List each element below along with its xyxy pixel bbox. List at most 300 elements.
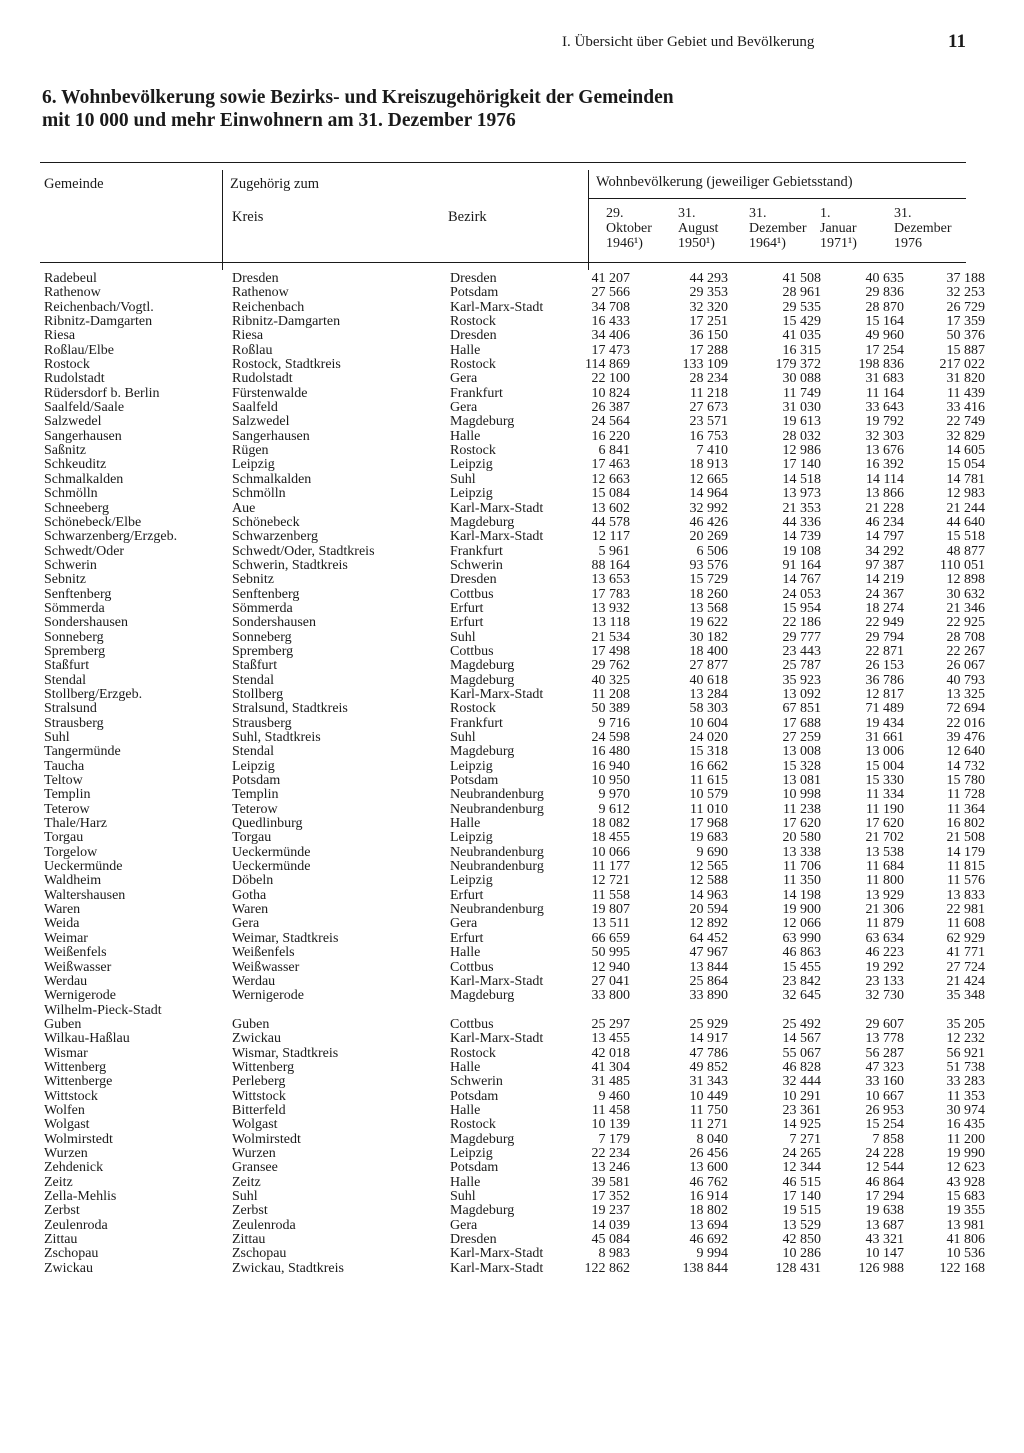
cell-population: 88 164 [591, 557, 630, 573]
cell-kreis: Staßfurt [232, 658, 278, 674]
cell-gemeinde: Teterow [44, 801, 90, 817]
cell-population: 32 829 [946, 428, 985, 444]
cell-bezirk: Potsdam [450, 1088, 499, 1104]
cell-population: 26 953 [865, 1102, 904, 1118]
cell-population: 28 708 [946, 629, 985, 645]
cell-population: 71 489 [865, 701, 904, 717]
cell-gemeinde: Weida [44, 916, 80, 932]
cell-population: 10 579 [689, 787, 728, 803]
cell-population: 16 315 [782, 342, 821, 358]
table-row [0, 846, 1024, 860]
cell-kreis: Wittenberg [232, 1059, 295, 1075]
cell-population: 10 147 [865, 1246, 904, 1262]
cell-kreis: Leipzig [232, 457, 275, 473]
cell-bezirk: Dresden [450, 572, 497, 588]
table-row [0, 1262, 1024, 1276]
table-row [0, 631, 1024, 645]
cell-population: 36 786 [865, 672, 904, 688]
cell-population: 41 771 [946, 945, 985, 961]
cell-population: 11 238 [783, 801, 821, 817]
cell-bezirk: Suhl [450, 629, 476, 645]
cell-bezirk: Halle [450, 945, 481, 961]
cell-bezirk: Rostock [450, 1117, 496, 1133]
cell-population: 110 051 [940, 557, 985, 573]
cell-population: 25 297 [591, 1016, 630, 1032]
cell-gemeinde: Wurzen [44, 1145, 88, 1161]
date-line: 1976 [894, 236, 922, 251]
cell-population: 217 022 [939, 357, 985, 373]
cell-population: 9 690 [696, 844, 728, 860]
cell-bezirk: Magdeburg [450, 414, 515, 430]
cell-population: 22 871 [865, 643, 904, 659]
cell-gemeinde: Sebnitz [44, 572, 86, 588]
cell-population: 32 253 [946, 285, 985, 301]
cell-gemeinde: Weißenfels [44, 945, 107, 961]
cell-bezirk: Magdeburg [450, 514, 515, 530]
cell-kreis: Werdau [232, 973, 276, 989]
cell-kreis: Perleberg [232, 1074, 286, 1090]
cell-population: 46 515 [782, 1174, 821, 1190]
cell-bezirk: Leipzig [450, 830, 493, 846]
cell-population: 12 940 [591, 959, 630, 975]
cell-gemeinde: Teltow [44, 773, 83, 789]
cell-bezirk: Erfurt [450, 887, 484, 903]
cell-population: 22 267 [946, 643, 985, 659]
table-row [0, 788, 1024, 802]
cell-population: 25 929 [689, 1016, 728, 1032]
cell-population: 12 640 [946, 744, 985, 760]
cell-population: 23 842 [782, 973, 821, 989]
cell-gemeinde: Waren [44, 902, 81, 918]
cell-population: 29 836 [865, 285, 904, 301]
cell-kreis: Dresden [232, 271, 279, 286]
cell-population: 14 781 [946, 471, 985, 487]
cell-kreis: Suhl [232, 1189, 258, 1204]
cell-population: 41 035 [782, 328, 821, 344]
cell-population: 45 084 [591, 1232, 630, 1248]
cell-population: 16 940 [591, 758, 630, 774]
cell-kreis: Zeitz [232, 1174, 261, 1190]
cell-kreis: Schmölln [232, 486, 286, 502]
cell-population: 126 988 [858, 1260, 904, 1276]
cell-population: 10 998 [782, 787, 821, 803]
cell-population: 27 673 [689, 400, 728, 416]
cell-population: 22 186 [782, 615, 821, 631]
page-number: 11 [948, 31, 966, 52]
cell-population: 49 852 [689, 1059, 728, 1075]
cell-population: 44 293 [689, 271, 728, 286]
cell-gemeinde: Zehdenick [44, 1160, 104, 1176]
table-row [0, 415, 1024, 429]
table-row [0, 430, 1024, 444]
cell-population: 114 869 [585, 357, 630, 373]
cell-bezirk: Magdeburg [450, 1203, 515, 1219]
cell-population: 10 667 [865, 1088, 904, 1104]
cell-kreis: Wolgast [232, 1117, 278, 1133]
table-row [0, 602, 1024, 616]
cell-population: 13 325 [946, 686, 985, 702]
cell-population: 11 190 [866, 801, 904, 817]
cell-population: 21 702 [865, 830, 904, 846]
cell-kreis: Senftenberg [232, 586, 300, 602]
cell-kreis: Fürstenwalde [232, 385, 308, 401]
table-row [0, 874, 1024, 888]
cell-population: 16 753 [689, 428, 728, 444]
cell-population: 27 724 [946, 959, 985, 975]
cell-population: 19 990 [946, 1145, 985, 1161]
cell-population: 40 635 [865, 271, 904, 286]
table-row [0, 301, 1024, 315]
cell-population: 44 336 [782, 514, 821, 530]
cell-population: 15 455 [782, 959, 821, 975]
cell-population: 50 389 [591, 701, 630, 717]
cell-population: 17 359 [946, 314, 985, 330]
cell-population: 17 498 [591, 643, 630, 659]
cell-population: 56 921 [946, 1045, 985, 1061]
cell-population: 13 694 [689, 1217, 728, 1233]
cell-population: 23 361 [782, 1102, 821, 1118]
cell-population: 46 223 [865, 945, 904, 961]
cell-gemeinde: Schwedt/Oder [44, 543, 125, 559]
cell-bezirk: Karl-Marx-Stadt [450, 1031, 544, 1047]
table-row [0, 516, 1024, 530]
cell-kreis: Saalfeld [232, 400, 278, 416]
cell-population: 14 767 [782, 572, 821, 588]
cell-kreis: Templin [232, 787, 279, 803]
cell-population: 13 118 [592, 615, 630, 631]
cell-gemeinde: Suhl [44, 730, 70, 745]
date-line: Januar [820, 221, 857, 236]
cell-population: 33 800 [591, 988, 630, 1004]
cell-kreis: Zschopau [232, 1246, 287, 1262]
cell-bezirk: Halle [450, 1059, 481, 1075]
cell-population: 62 929 [946, 930, 985, 946]
cell-population: 17 294 [865, 1189, 904, 1204]
table-row [0, 487, 1024, 501]
cell-population: 17 251 [689, 314, 728, 330]
cell-bezirk: Potsdam [450, 285, 499, 301]
cell-population: 23 571 [689, 414, 728, 430]
cell-population: 27 566 [591, 285, 630, 301]
cell-kreis: Gransee [232, 1160, 278, 1176]
cell-population: 30 182 [689, 629, 728, 645]
column-header-gemeinde: Gemeinde [44, 176, 104, 192]
cell-population: 12 817 [865, 686, 904, 702]
cell-bezirk: Schwerin [450, 1074, 503, 1090]
cell-population: 26 456 [689, 1145, 728, 1161]
table-row [0, 286, 1024, 300]
cell-population: 19 355 [946, 1203, 985, 1219]
cell-gemeinde: Schneeberg [44, 500, 110, 516]
column-header-kreis: Kreis [232, 209, 264, 225]
cell-population: 11 200 [947, 1131, 985, 1147]
cell-kreis: Rathenow [232, 285, 289, 301]
cell-gemeinde: Spremberg [44, 643, 106, 659]
cell-gemeinde: Strausberg [44, 715, 104, 731]
cell-gemeinde: Werdau [44, 973, 88, 989]
cell-population: 29 762 [591, 658, 630, 674]
table-row [0, 616, 1024, 630]
table-row [0, 329, 1024, 343]
cell-gemeinde: Thale/Harz [44, 816, 107, 832]
cell-kreis: Ueckermünde [232, 844, 311, 860]
cell-bezirk: Leipzig [450, 1145, 493, 1161]
table-top-rule [40, 162, 966, 163]
cell-bezirk: Erfurt [450, 615, 484, 631]
cell-population: 51 738 [946, 1059, 985, 1075]
cell-bezirk: Gera [450, 1217, 478, 1233]
table-row [0, 1161, 1024, 1175]
column-divider [588, 170, 589, 270]
cell-population: 29 535 [782, 299, 821, 315]
cell-population: 11 218 [690, 385, 728, 401]
cell-kreis: Zwickau, Stadtkreis [232, 1260, 344, 1276]
table-row [0, 401, 1024, 415]
cell-population: 26 387 [591, 400, 630, 416]
table-row [0, 1047, 1024, 1061]
cell-kreis: Wolmirstedt [232, 1131, 301, 1147]
cell-population: 11 177 [592, 859, 630, 875]
cell-population: 27 877 [689, 658, 728, 674]
table-row [0, 1247, 1024, 1261]
cell-population: 13 006 [865, 744, 904, 760]
table-row [0, 387, 1024, 401]
cell-population: 22 925 [946, 615, 985, 631]
cell-population: 72 694 [946, 701, 985, 717]
cell-gemeinde: Schmölln [44, 486, 98, 502]
cell-population: 13 929 [865, 887, 904, 903]
table-row [0, 975, 1024, 989]
cell-population: 49 960 [865, 328, 904, 344]
cell-bezirk: Halle [450, 428, 481, 444]
cell-gemeinde: Schkeuditz [44, 457, 107, 473]
cell-gemeinde: Torgau [44, 830, 84, 846]
cell-population: 40 618 [689, 672, 728, 688]
cell-bezirk: Karl-Marx-Stadt [450, 1246, 544, 1262]
cell-population: 47 967 [689, 945, 728, 961]
table-row [0, 860, 1024, 874]
cell-population: 93 576 [689, 557, 728, 573]
cell-bezirk: Neubrandenburg [450, 787, 544, 803]
cell-population: 35 923 [782, 672, 821, 688]
cell-population: 32 303 [865, 428, 904, 444]
cell-gemeinde: Stendal [44, 672, 86, 688]
table-row [0, 272, 1024, 286]
cell-population: 14 605 [946, 443, 985, 459]
cell-population: 14 179 [946, 844, 985, 860]
table-row [0, 688, 1024, 702]
cell-population: 9 612 [598, 801, 630, 817]
cell-kreis: Wurzen [232, 1145, 276, 1161]
cell-kreis: Schwarzenberg [232, 529, 319, 545]
cell-population: 13 568 [689, 600, 728, 616]
cell-bezirk: Magdeburg [450, 1131, 515, 1147]
cell-population: 9 994 [696, 1246, 728, 1262]
cell-bezirk: Magdeburg [450, 744, 515, 760]
cell-population: 12 344 [782, 1160, 821, 1176]
table-row [0, 817, 1024, 831]
cell-gemeinde: Radebeul [44, 271, 97, 286]
cell-population: 19 807 [591, 902, 630, 918]
cell-population: 12 623 [946, 1160, 985, 1176]
cell-population: 31 485 [591, 1074, 630, 1090]
cell-population: 24 564 [591, 414, 630, 430]
cell-bezirk: Halle [450, 1174, 481, 1190]
cell-bezirk: Frankfurt [450, 543, 503, 559]
cell-gemeinde: Sangerhausen [44, 428, 122, 444]
table-row [0, 774, 1024, 788]
cell-bezirk: Magdeburg [450, 658, 515, 674]
cell-kreis: Aue [232, 500, 256, 516]
cell-population: 41 304 [591, 1059, 630, 1075]
cell-population: 17 463 [591, 457, 630, 473]
cell-bezirk: Karl-Marx-Stadt [450, 529, 544, 545]
cell-bezirk: Leipzig [450, 457, 493, 473]
cell-population: 14 797 [865, 529, 904, 545]
cell-population: 15 254 [865, 1117, 904, 1133]
cell-kreis: Rügen [232, 443, 269, 459]
column-header-bezirk: Bezirk [448, 209, 487, 225]
table-row [0, 831, 1024, 845]
table-row [0, 573, 1024, 587]
cell-population: 58 303 [689, 701, 728, 717]
cell-population: 15 084 [591, 486, 630, 502]
cell-population: 8 983 [598, 1246, 630, 1262]
cell-gemeinde: Schwarzenberg/Erzgeb. [44, 529, 178, 545]
cell-bezirk: Neubrandenburg [450, 902, 544, 918]
cell-population: 12 898 [946, 572, 985, 588]
cell-population: 34 292 [865, 543, 904, 559]
table-row [0, 1176, 1024, 1190]
cell-bezirk: Rostock [450, 314, 496, 330]
cell-population: 41 207 [591, 271, 630, 286]
column-header-date [678, 206, 758, 251]
cell-population: 17 352 [591, 1189, 630, 1204]
cell-gemeinde: Templin [44, 787, 91, 803]
cell-population: 26 729 [946, 299, 985, 315]
cell-population: 10 536 [946, 1246, 985, 1262]
cell-population: 11 208 [592, 686, 630, 702]
cell-bezirk: Potsdam [450, 1160, 499, 1176]
cell-population: 12 117 [592, 529, 630, 545]
cell-bezirk: Leipzig [450, 486, 493, 502]
cell-bezirk: Halle [450, 342, 481, 358]
cell-bezirk: Suhl [450, 1189, 476, 1204]
cell-population: 31 820 [946, 371, 985, 387]
cell-population: 19 515 [782, 1203, 821, 1219]
date-line: 31. [678, 206, 696, 221]
column-header-wohnbevoelkerung: Wohnbevölkerung (jeweiliger Gebietsstand) [596, 174, 853, 190]
cell-population: 12 544 [865, 1160, 904, 1176]
table-row [0, 903, 1024, 917]
cell-population: 20 269 [689, 529, 728, 545]
cell-population: 15 164 [865, 314, 904, 330]
cell-population: 14 925 [782, 1117, 821, 1133]
cell-population: 10 950 [591, 773, 630, 789]
cell-population: 10 604 [689, 715, 728, 731]
cell-population: 16 220 [591, 428, 630, 444]
cell-gemeinde: Zittau [44, 1232, 78, 1248]
cell-population: 19 613 [782, 414, 821, 430]
cell-population: 198 836 [858, 357, 904, 373]
cell-population: 5 961 [598, 543, 630, 559]
cell-population: 7 858 [872, 1131, 904, 1147]
cell-population: 11 684 [866, 859, 904, 875]
cell-gemeinde: Waltershausen [44, 887, 126, 903]
cell-kreis: Spremberg [232, 643, 294, 659]
cell-kreis: Gera [232, 916, 260, 932]
cell-kreis: Schönebeck [232, 514, 300, 530]
cell-population: 133 109 [682, 357, 728, 373]
cell-population: 13 600 [689, 1160, 728, 1176]
cell-population: 122 168 [939, 1260, 985, 1276]
cell-population: 26 153 [865, 658, 904, 674]
cell-population: 16 662 [689, 758, 728, 774]
cell-bezirk: Karl-Marx-Stadt [450, 973, 544, 989]
cell-bezirk: Magdeburg [450, 988, 515, 1004]
table-row [0, 803, 1024, 817]
cell-bezirk: Erfurt [450, 930, 484, 946]
date-line: Dezember [894, 221, 952, 236]
cell-population: 50 376 [946, 328, 985, 344]
cell-population: 15 328 [782, 758, 821, 774]
cell-population: 31 343 [689, 1074, 728, 1090]
cell-population: 18 274 [865, 600, 904, 616]
cell-population: 11 558 [592, 887, 630, 903]
cell-population: 32 992 [689, 500, 728, 516]
cell-gemeinde: Weimar [44, 930, 88, 946]
cell-population: 15 518 [946, 529, 985, 545]
cell-population: 15 887 [946, 342, 985, 358]
cell-population: 13 092 [782, 686, 821, 702]
cell-population: 7 271 [789, 1131, 821, 1147]
cell-kreis: Schwedt/Oder, Stadtkreis [232, 543, 375, 559]
cell-population: 12 066 [782, 916, 821, 932]
cell-population: 20 594 [689, 902, 728, 918]
cell-kreis: Leipzig [232, 758, 275, 774]
cell-gemeinde: Wittenberg [44, 1059, 107, 1075]
cell-population: 11 364 [947, 801, 985, 817]
cell-population: 22 749 [946, 414, 985, 430]
cell-gemeinde: Rüdersdorf b. Berlin [44, 385, 160, 401]
cell-bezirk: Dresden [450, 1232, 497, 1248]
cell-bezirk: Leipzig [450, 873, 493, 889]
cell-population: 56 287 [865, 1045, 904, 1061]
table-row [0, 1233, 1024, 1247]
cell-population: 11 800 [866, 873, 904, 889]
cell-population: 18 400 [689, 643, 728, 659]
cell-population: 15 780 [946, 773, 985, 789]
date-line: 31. [749, 206, 767, 221]
cell-gemeinde: Roßlau/Elbe [44, 342, 114, 358]
cell-population: 10 291 [782, 1088, 821, 1104]
cell-population: 24 598 [591, 730, 630, 745]
cell-population: 21 228 [865, 500, 904, 516]
cell-gemeinde: Zwickau [44, 1260, 93, 1276]
cell-population: 179 372 [775, 357, 821, 373]
cell-kreis: Zeulenroda [232, 1217, 296, 1233]
cell-population: 11 815 [947, 859, 985, 875]
cell-population: 24 020 [689, 730, 728, 745]
cell-population: 30 088 [782, 371, 821, 387]
cell-population: 13 778 [865, 1031, 904, 1047]
cell-population: 17 140 [782, 457, 821, 473]
cell-population: 16 802 [946, 816, 985, 832]
cell-population: 21 306 [865, 902, 904, 918]
cell-bezirk: Magdeburg [450, 672, 515, 688]
table-row [0, 946, 1024, 960]
table-title [42, 86, 802, 132]
